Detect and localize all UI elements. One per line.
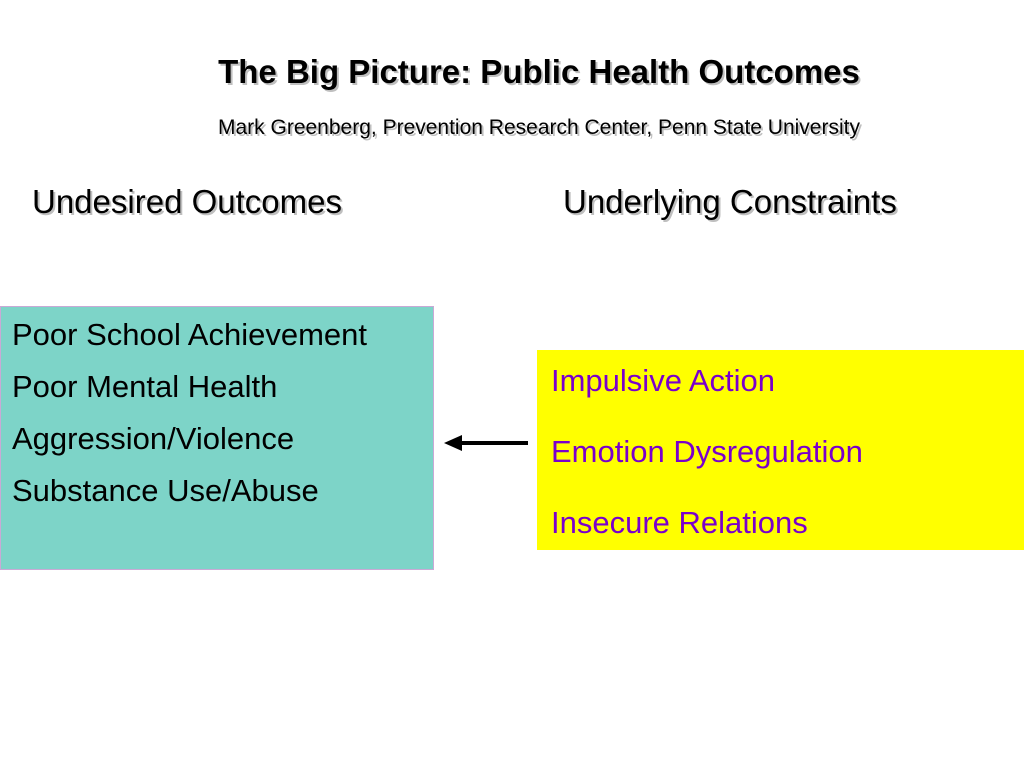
outcome-item: Poor School Achievement — [12, 317, 367, 352]
constraints-box — [537, 350, 1024, 550]
outcome-item: Poor Mental Health — [12, 369, 278, 404]
constraint-item: Impulsive Action — [551, 363, 775, 398]
outcome-item: Aggression/Violence — [12, 421, 295, 456]
constraint-item: Emotion Dysregulation — [551, 434, 863, 469]
slide-title: The Big Picture: Public Health Outcomes — [218, 53, 860, 90]
slide-subtitle: Mark Greenberg, Prevention Research Center, Penn State University — [218, 116, 860, 139]
constraint-item: Insecure Relations — [551, 505, 808, 540]
arrow-left-icon — [440, 426, 532, 462]
undesired-outcomes-heading: Undesired Outcomes — [32, 183, 342, 220]
outcomes-box — [0, 306, 434, 570]
underlying-constraints-heading: Underlying Constraints — [563, 183, 897, 220]
outcome-item: Substance Use/Abuse — [12, 473, 319, 508]
